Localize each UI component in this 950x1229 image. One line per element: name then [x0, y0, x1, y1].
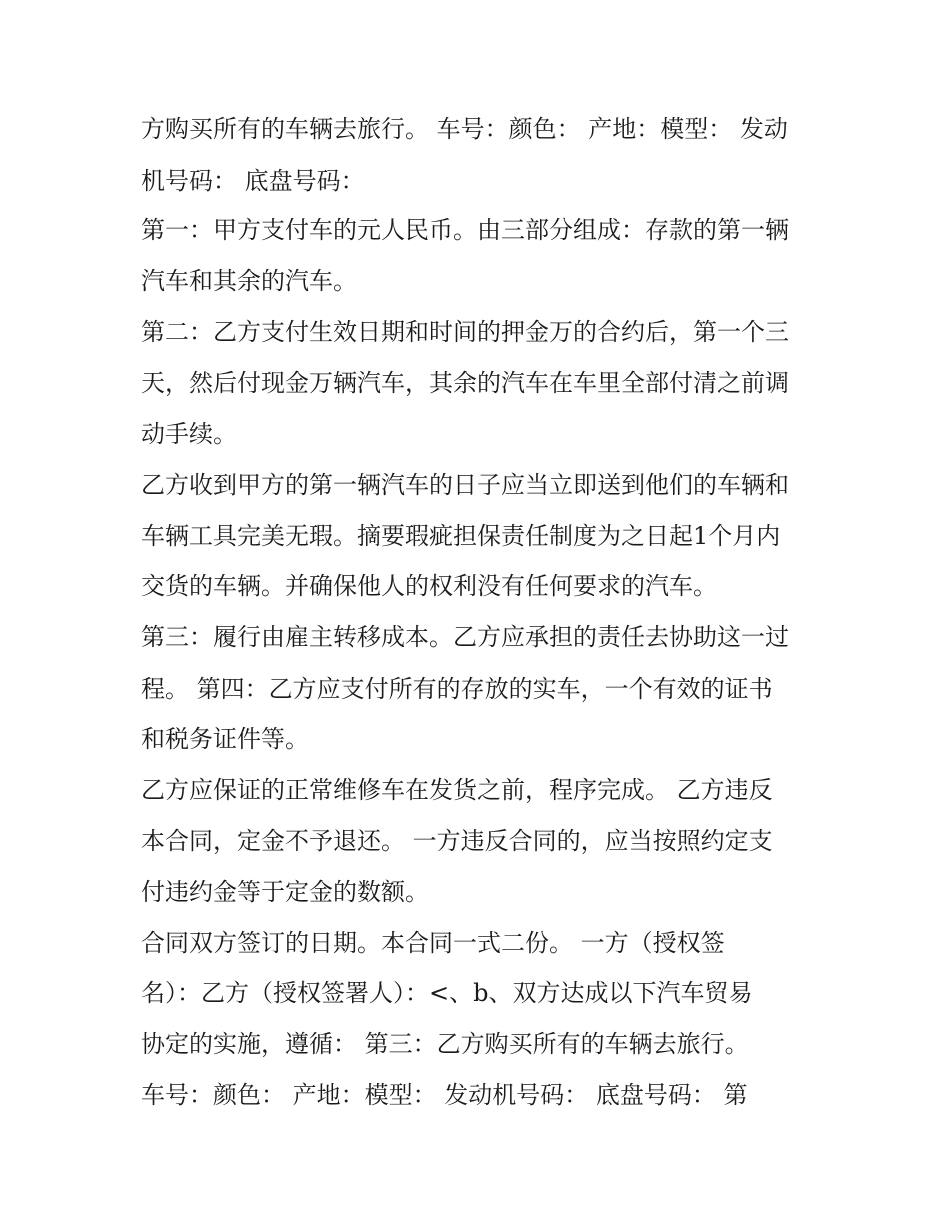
text-line: 第三：履行由雇主转移成本。乙方应承担的责任去协助这一过	[141, 623, 789, 651]
text-line: 乙方应保证的正常维修车在发货之前，程序完成。 乙方违反	[141, 776, 773, 804]
text-line: 协定的实施，遵循： 第三：乙方购买所有的车辆去旅行。	[141, 1030, 749, 1058]
text-line: 和税务证件等。	[141, 725, 309, 753]
text-line: 本合同，定金不予退还。 一方违反合同的，应当按照约定支	[141, 827, 773, 855]
text-line: 车号：颜色： 产地：模型： 发动机号码： 底盘号码： 第	[141, 1081, 748, 1109]
text-line: 方购买所有的车辆去旅行。 车号：颜色： 产地：模型： 发动	[141, 115, 788, 143]
text-line: 程。 第四：乙方应支付所有的存放的实车，一个有效的证书	[141, 675, 773, 703]
text-line: 天，然后付现金万辆汽车，其余的汽车在车里全部付清之前调	[141, 369, 789, 397]
text-line: 合同双方签订的日期。本合同一式二份。 一方（授权签	[141, 929, 725, 957]
text-line: 乙方收到甲方的第一辆汽车的日子应当立即送到他们的车辆和	[141, 471, 789, 499]
text-line: 动手续。	[141, 420, 237, 448]
text-line: 第一：甲方支付车的元人民币。由三部分组成：存款的第一辆	[141, 216, 789, 244]
text-line: 汽车和其余的汽车。	[141, 267, 357, 295]
text-line: 名）：乙方（授权签署人）：<、b、双方达成以下汽车贸易	[141, 979, 753, 1007]
text-line: 车辆工具完美无瑕。摘要瑕疵担保责任制度为之日起1个月内	[141, 522, 781, 550]
text-line: 机号码： 底盘号码：	[141, 167, 365, 195]
text-line: 交货的车辆。并确保他人的权利没有任何要求的汽车。	[141, 572, 717, 600]
text-line: 付违约金等于定金的数额。	[141, 878, 429, 906]
text-line: 第二：乙方支付生效日期和时间的押金万的合约后，第一个三	[141, 318, 789, 346]
